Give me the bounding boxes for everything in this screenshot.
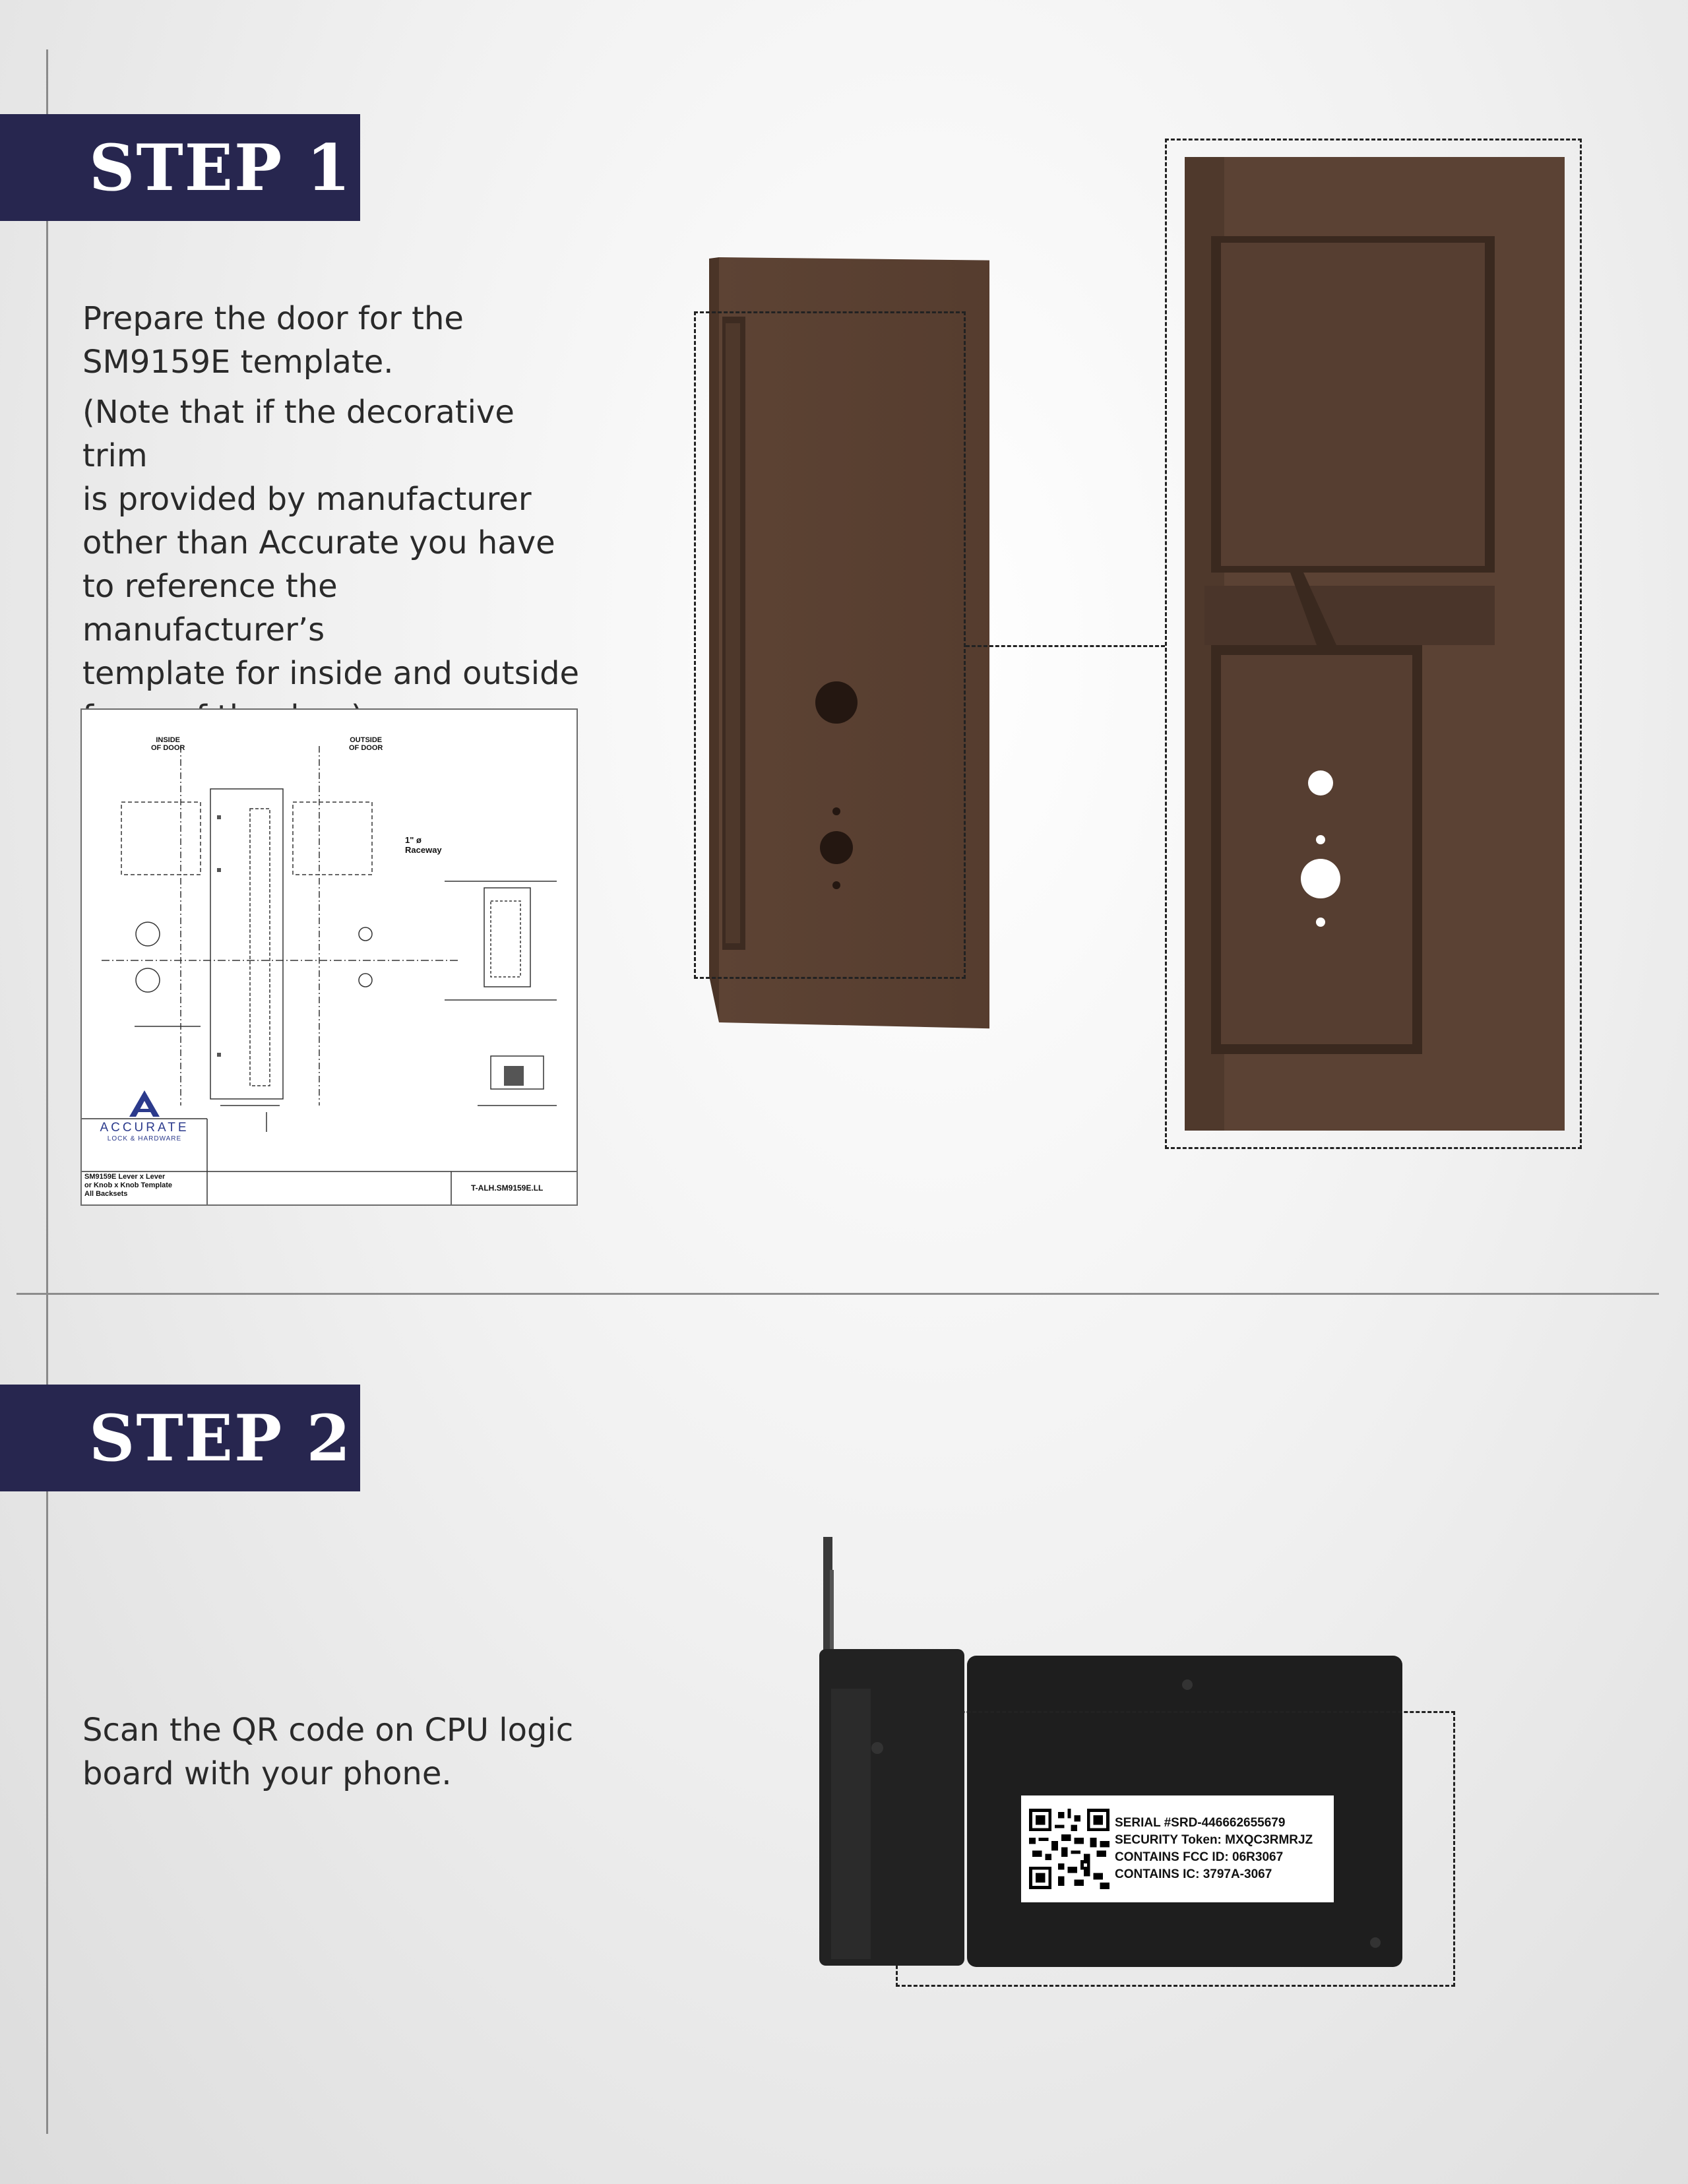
door-edge-closeup-image <box>1185 157 1565 1131</box>
security-token: SECURITY Token: MXQC3RMRJZ <box>1115 1833 1313 1847</box>
accurate-a-icon <box>128 1089 161 1118</box>
step2-title: STEP 2 <box>89 1400 352 1476</box>
callout-connector-line <box>966 645 1165 647</box>
step1-instructions <box>82 297 584 745</box>
brand-name: ACCURATE <box>100 1121 189 1135</box>
left-margin-rule <box>46 49 48 2134</box>
step2-paragraph-1: Scan the QR code on CPU logic board with your phone. <box>82 1712 574 1792</box>
section-divider <box>16 1293 1659 1295</box>
fcc-id: CONTAINS FCC ID: 06R3067 <box>1115 1850 1284 1864</box>
sm9159e-template-drawing <box>80 708 578 1206</box>
ic-id: CONTAINS IC: 3797A-3067 <box>1115 1867 1272 1881</box>
cpu-qr-label <box>1021 1795 1334 1902</box>
accurate-logo <box>92 1089 197 1142</box>
step2-instructions <box>82 1708 610 1802</box>
template-title-block: SM9159E Lever x Lever or Knob x Knob Template All Backsets <box>84 1173 173 1198</box>
serial-number: SERIAL #SRD-446662655679 <box>1115 1816 1286 1830</box>
drawing-number: T-ALH.SM9159E.LL <box>471 1183 544 1193</box>
door-detail-callout-frame <box>694 311 966 979</box>
step1-banner <box>0 114 360 221</box>
brand-subtitle: LOCK & HARDWARE <box>107 1135 182 1142</box>
raceway-label: 1" ø Raceway <box>405 835 442 855</box>
step1-paragraph-1: Prepare the door for the SM9159E template. <box>82 300 464 381</box>
inside-of-door-label: INSIDE OF DOOR <box>151 736 185 752</box>
step1-paragraph-2: (Note that if the decorative trim is provided by manufacturer other than Accurate you have to reference the manufacturer’s template for inside and outside <box>82 394 580 692</box>
step1-title: STEP 1 <box>89 130 352 205</box>
outside-of-door-label: OUTSIDE OF DOOR <box>349 736 383 752</box>
step2-banner <box>0 1385 360 1491</box>
qr-code-icon <box>1029 1809 1110 1889</box>
label-text <box>1115 1815 1313 1883</box>
